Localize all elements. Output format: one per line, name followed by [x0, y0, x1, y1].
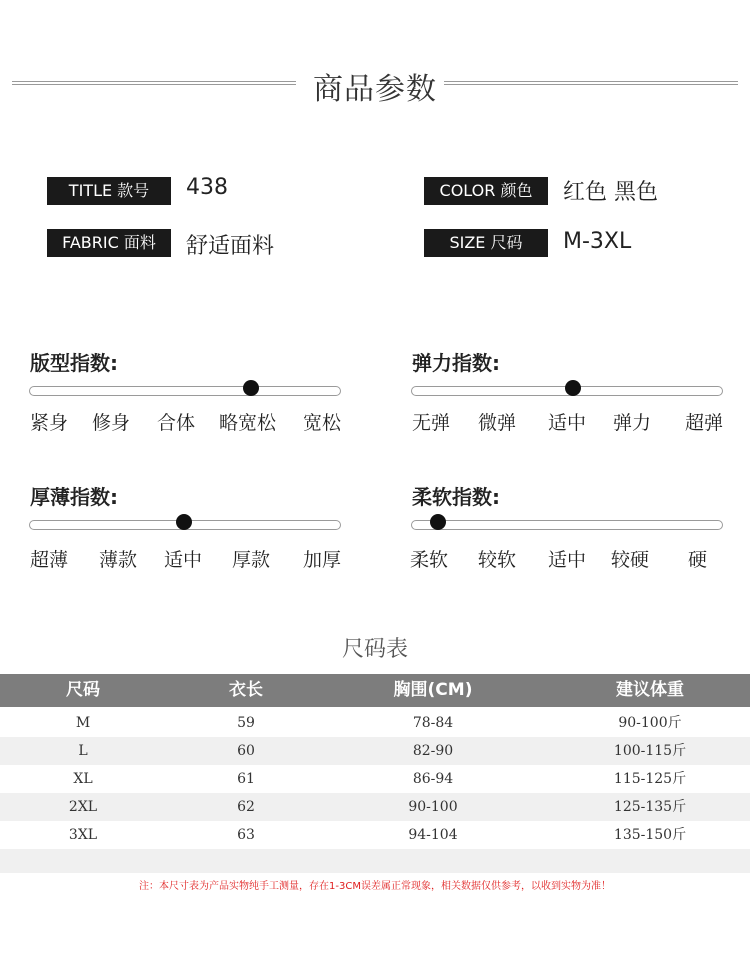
table-row: [0, 765, 750, 793]
param-tag-title: TITLE 款号: [47, 177, 171, 205]
header-cell-weight: 建议体重: [616, 680, 684, 700]
cell-size: 3XL: [68, 827, 98, 843]
stretch-option: 超弹: [685, 412, 724, 434]
cell-weight: 125-135斤: [613, 799, 687, 815]
fit-option: 紧身: [30, 412, 69, 434]
thickness-index-knob: [176, 514, 192, 530]
cell-weight: 115-125斤: [613, 771, 687, 787]
cell-weight: 100-115斤: [613, 743, 687, 759]
cell-size: XL: [73, 771, 93, 787]
fit-option: 宽松: [303, 412, 342, 434]
header-cell-chest: 胸围(CM): [393, 680, 473, 700]
softness-index-title: 柔软指数:: [412, 485, 500, 509]
softness-index-track: [411, 520, 723, 530]
fit-option: 修身: [92, 412, 131, 434]
param-value-title: 438: [186, 175, 228, 200]
fit-index-track: [29, 386, 341, 396]
size-table-header: [0, 674, 750, 707]
cell-size: M: [75, 715, 91, 731]
cell-chest: 86-94: [412, 771, 454, 787]
param-tag-fabric: FABRIC 面料: [47, 229, 171, 257]
cell-size: L: [78, 743, 88, 759]
softness-option: 柔软: [410, 549, 449, 571]
thickness-option: 加厚: [303, 549, 342, 571]
table-row: [0, 793, 750, 821]
thickness-option: 薄款: [99, 549, 138, 571]
param-value-size: M-3XL: [563, 229, 632, 254]
stretch-option: 无弹: [412, 412, 451, 434]
table-row: [0, 709, 750, 737]
stretch-index-knob: [565, 380, 581, 396]
cell-length: 60: [237, 743, 255, 759]
cell-chest: 94-104: [408, 827, 458, 843]
softness-index-knob: [430, 514, 446, 530]
stretch-option: 适中: [548, 412, 587, 434]
fit-option: 合体: [157, 412, 196, 434]
thickness-option: 超薄: [30, 549, 69, 571]
softness-option: 较软: [478, 549, 517, 571]
param-tag-size: SIZE 尺码: [424, 229, 548, 257]
stretch-index-title: 弹力指数:: [412, 351, 500, 375]
param-tag-color: COLOR 颜色: [424, 177, 548, 205]
cell-length: 63: [237, 827, 255, 843]
cell-weight: 135-150斤: [613, 827, 687, 843]
thickness-option: 适中: [164, 549, 203, 571]
fit-index-knob: [243, 380, 259, 396]
cell-chest: 82-90: [412, 743, 454, 759]
table-footer-band: [0, 849, 750, 873]
thickness-index-title: 厚薄指数:: [30, 485, 118, 509]
fit-option: 略宽松: [219, 412, 277, 434]
thickness-option: 厚款: [232, 549, 271, 571]
cell-length: 61: [237, 771, 255, 787]
cell-chest: 78-84: [412, 715, 454, 731]
page-title: 商品参数: [313, 72, 437, 107]
cell-length: 59: [237, 715, 255, 731]
cell-size: 2XL: [68, 799, 98, 815]
size-table-title: 尺码表: [341, 637, 408, 662]
param-value-fabric: 舒适面料: [186, 234, 275, 259]
fit-index-title: 版型指数:: [30, 351, 118, 375]
table-row: [0, 821, 750, 849]
table-row: [0, 737, 750, 765]
disclaimer-note: 注：本尺寸表为产品实物纯手工测量，存在1-3CM误差属正常现象，相关数据仅供参考，以收到实物为准！: [139, 881, 611, 892]
softness-option: 硬: [688, 549, 708, 571]
param-value-color: 红色 黑色: [563, 180, 658, 205]
softness-option: 适中: [548, 549, 587, 571]
cell-chest: 90-100: [408, 799, 458, 815]
stretch-option: 弹力: [613, 412, 652, 434]
cell-weight: 90-100斤: [618, 715, 682, 731]
header-cell-size: 尺码: [66, 680, 100, 700]
softness-option: 较硬: [611, 549, 650, 571]
stretch-option: 微弹: [478, 412, 517, 434]
header-cell-length: 衣长: [229, 680, 263, 700]
cell-length: 62: [237, 799, 255, 815]
